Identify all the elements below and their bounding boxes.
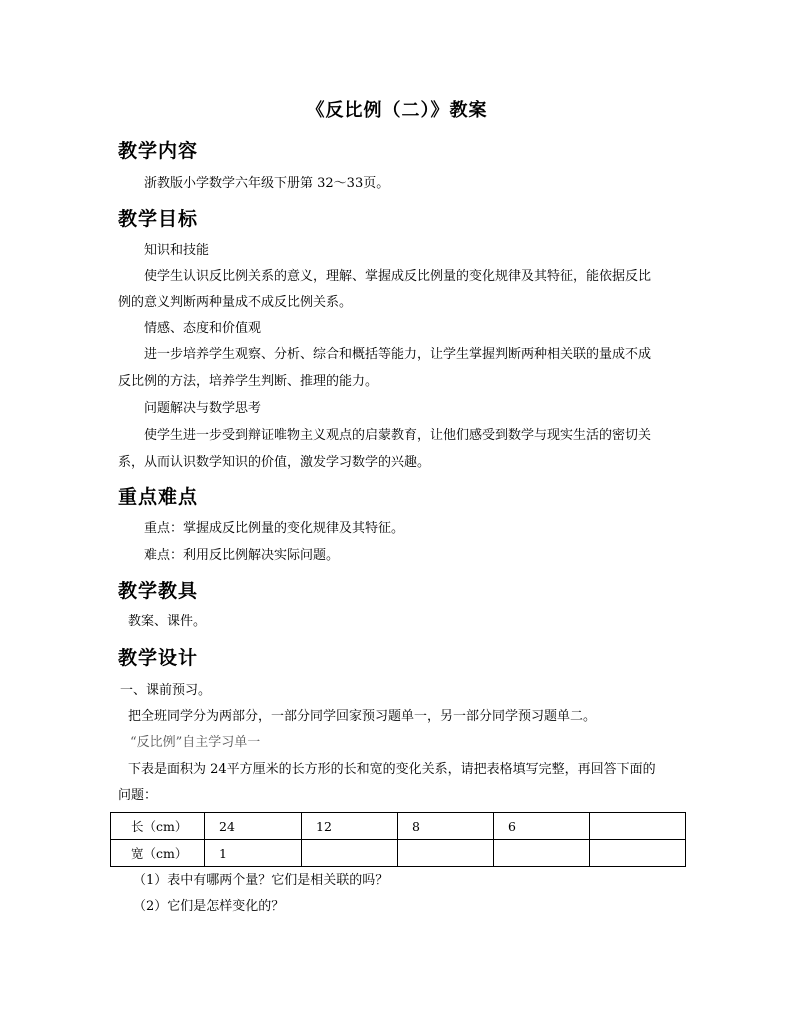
- goal-problem-label: 问题解决与数学思考: [144, 401, 262, 416]
- goal-attitude-line2: 反比例的方法，培养学生判断、推理的能力。: [118, 374, 379, 389]
- table-cell[interactable]: [590, 813, 686, 840]
- table-cell[interactable]: [398, 840, 494, 867]
- table-cell[interactable]: [302, 840, 398, 867]
- table-row-width: [111, 840, 686, 867]
- question-1: （1）表中有哪两个量？它们是相关联的吗？: [133, 873, 389, 888]
- goal-knowledge-label: 知识和技能: [144, 243, 210, 258]
- goal-problem-line1: 使学生进一步受到辩证唯物主义观点的启蒙教育，让他们感受到数学与现实生活的密切关: [144, 428, 652, 443]
- keypoint-line: 重点：掌握成反比例量的变化规律及其特征。: [144, 521, 405, 536]
- table-cell[interactable]: 8: [398, 813, 494, 840]
- goal-attitude-label: 情感、态度和价值观: [144, 321, 262, 336]
- question-line2: 问题：: [118, 788, 158, 803]
- row-header-length: 长（cm）: [111, 813, 205, 840]
- length-width-table: [110, 812, 686, 867]
- table-row-length: [111, 813, 686, 840]
- goal-problem-line2: 系，从而认识数学知识的价值，激发学习数学的兴趣。: [118, 455, 431, 470]
- design-step1-text: 把全班同学分为两部分，一部分同学回家预习题单一，另一部分同学预习题单二。: [128, 709, 597, 724]
- heading-goals: 教学目标: [118, 208, 199, 230]
- heading-keypoints: 重点难点: [118, 486, 199, 508]
- study-sheet-title: “反比例”自主学习单一: [130, 735, 261, 750]
- goal-knowledge-line2: 例的意义判断两种量成不成反比例关系。: [118, 295, 353, 310]
- heading-content: 教学内容: [118, 140, 199, 162]
- row-header-width: 宽（cm）: [111, 840, 205, 867]
- table-cell[interactable]: [590, 840, 686, 867]
- goal-attitude-line1: 进一步培养学生观察、分析、综合和概括等能力，让学生掌握判断两种相关联的量成不成: [144, 347, 652, 362]
- tools-text: 教案、课件。: [128, 614, 207, 629]
- heading-tools: 教学教具: [118, 580, 199, 602]
- question-2: （2）它们是怎样变化的？: [133, 899, 285, 914]
- table-cell[interactable]: 12: [302, 813, 398, 840]
- table-cell[interactable]: 1: [205, 840, 302, 867]
- difficulty-line: 难点：利用反比例解决实际问题。: [144, 548, 340, 563]
- document-title: 《反比例（二）》教案: [306, 100, 488, 121]
- heading-design: 教学设计: [118, 647, 199, 669]
- goal-knowledge-line1: 使学生认识反比例关系的意义，理解、掌握成反比例量的变化规律及其特征，能依据反比: [144, 269, 652, 284]
- table-cell[interactable]: [494, 840, 590, 867]
- question-line1: 下表是面积为 24平方厘米的长方形的长和宽的变化关系，请把表格填写完整，再回答下面的: [128, 762, 656, 777]
- table-cell[interactable]: 24: [205, 813, 302, 840]
- design-step1: 一、课前预习。: [120, 683, 212, 698]
- content-text: 浙教版小学数学六年级下册第 32～33页。: [144, 176, 390, 191]
- table-cell[interactable]: 6: [494, 813, 590, 840]
